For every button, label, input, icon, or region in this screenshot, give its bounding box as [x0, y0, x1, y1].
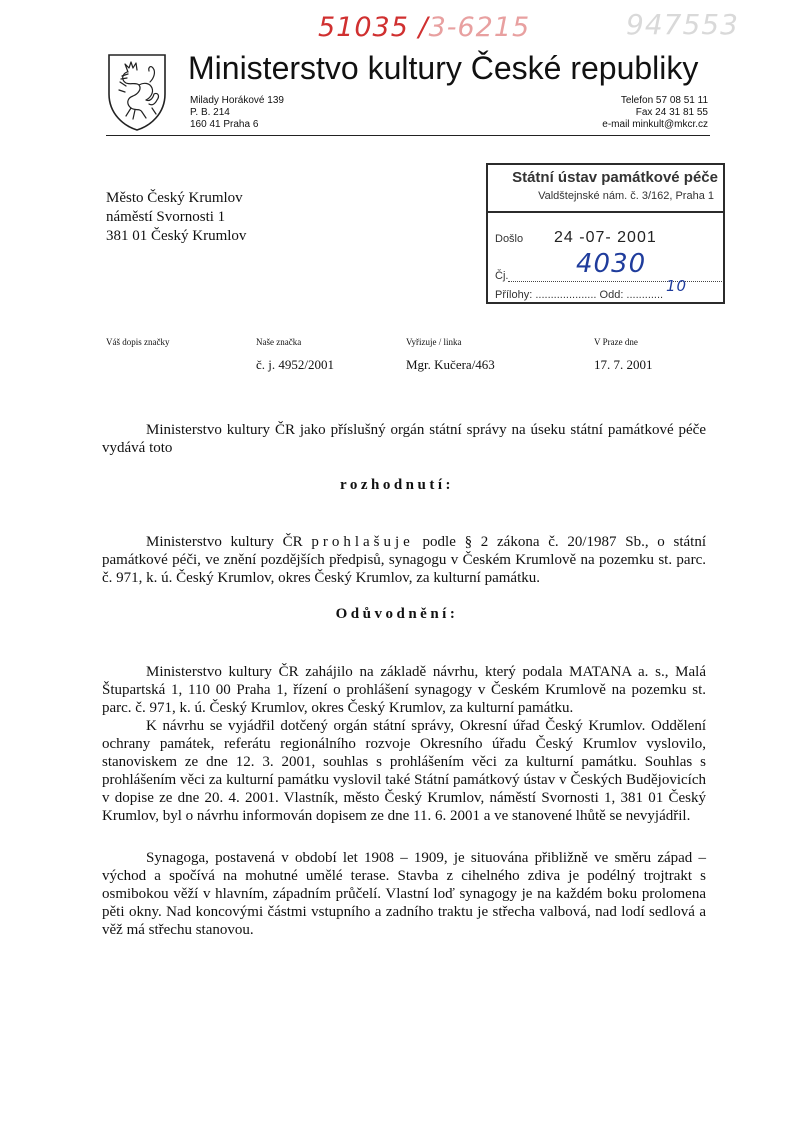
- stamp-department-handwritten: 10: [666, 277, 688, 295]
- decision-text: podle § 2 zákona č. 20/1987 Sb., o státní památkové péči, ve znění pozdějších předpisů, synagogu v Českém Krumlově na pozemku st. parc. č. 971, k. ú. Český Krumlov, okres Český Krumlov, za kulturní památku.: [102, 534, 706, 586]
- recipient-line: Město Český Krumlov: [106, 190, 243, 206]
- reasoning-paragraph: Ministerstvo kultury ČR zahájilo na základě návrhu, který podala MATANA a. s., Malá Štupartská 1, 110 00 Praha 1, řízení o prohlášení synagogy v Českém Krumlově na pozemku st. parc. č. 971, k. ú. Český Krumlov, okres Český Krumlov, za kulturní památku.: [102, 664, 706, 716]
- address-line: P. B. 214: [190, 107, 230, 118]
- intro-paragraph: Ministerstvo kultury ČR jako příslušný orgán státní správy na úseku státní památkové péče vydává toto: [102, 422, 706, 456]
- stamp-received-date: 24 -07- 2001: [554, 229, 657, 246]
- header-divider: [106, 135, 710, 136]
- your-letter-label: Váš dopis značky: [106, 337, 170, 347]
- recipient-line: náměstí Svornosti 1: [106, 209, 226, 225]
- ministry-title: Ministerstvo kultury České republiky: [188, 50, 699, 86]
- address-line: 160 41 Praha 6: [190, 119, 259, 130]
- stamp-attachments-line: Přílohy: .................... Odd: ............: [495, 289, 664, 301]
- recipient-line: 381 01 Český Krumlov: [106, 228, 247, 244]
- stamp-divider: [488, 211, 725, 213]
- received-stamp: [486, 163, 725, 304]
- handwritten-ref-part1: 51035 /: [318, 12, 429, 43]
- handwritten-faint-number: 947553: [626, 8, 739, 41]
- contact-email: e-mail minkult@mkcr.cz: [602, 119, 708, 130]
- handwritten-ref-part2: 3-6215: [428, 12, 531, 43]
- address-line: Milady Horákové 139: [190, 95, 284, 106]
- date-value: 17. 7. 2001: [594, 357, 653, 372]
- stamp-reference-label: Čj.: [495, 270, 509, 282]
- decision-heading: rozhodnutí:: [339, 477, 455, 493]
- decision-subject: Ministerstvo kultury ČR: [146, 534, 303, 550]
- stamp-received-label: Došlo: [495, 233, 524, 245]
- stamp-address: Valdštejnské nám. č. 3/162, Praha 1: [538, 190, 714, 202]
- decision-verb: prohlašuje: [311, 534, 414, 550]
- contact-fax: Fax 24 31 81 55: [635, 107, 708, 118]
- stamp-reference-dotted-line: [508, 281, 722, 282]
- decision-paragraph: [102, 533, 706, 587]
- place-date-label: V Praze dne: [594, 337, 638, 347]
- recipient-address: [106, 189, 246, 246]
- stamp-title: Státní ústav památkové péče: [512, 169, 718, 186]
- reasoning-paragraph: Synagoga, postavená v období let 1908 – 1909, je situována přibližně ve směru západ – východ a spočívá na mohutné umělé terase. Stavba z cihelného zdiva je podélný trojtrakt s osmibokou věží v hlavním, západním průčelí. Vlastní loď synagogy je na každém boku prolomena pěti okny. Nad koncovými částmi vstupního a zadního traktu je střecha valbová, nad lodí sedlová a věž má střechu stanovou.: [102, 850, 706, 938]
- contact-phone: Telefon 57 08 51 11: [620, 95, 708, 106]
- handler-value: Mgr. Kučera/463: [406, 357, 495, 372]
- our-ref-value: č. j. 4952/2001: [256, 357, 334, 372]
- ministry-contact: [540, 95, 708, 131]
- our-ref-label: Naše značka: [256, 337, 302, 347]
- ministry-address: [190, 95, 284, 131]
- reasoning-heading: Odůvodnění:: [335, 606, 459, 622]
- handler-label: Vyřizuje / linka: [406, 337, 462, 347]
- czech-lion-crest-icon: [106, 52, 168, 132]
- reasoning-paragraph: K návrhu se vyjádřil dotčený orgán státní správy, Okresní úřad Český Krumlov. Oddělení ochrany památek, referátu regionálního rozvoje Okresního úřadu Český Krumlov vyslovilo, stanoviskem ze dne 12. 3. 2001, souhlas s prohlášením věci za kulturní památku. Souhlas s prohlášením věci za kulturní památku vyslovil také Státní památkový ústav v Českých Budějovicích v dopise ze dne 20. 4. 2001. Vlastník, město Český Krumlov, náměstí Svornosti 1, 381 01 Český Krumlov, byl o návrhu informován dopisem ze dne 11. 6. 2001 a ve stanovené lhůtě se nevyjádřil.: [102, 718, 706, 824]
- stamp-reference-handwritten: 4030: [576, 249, 647, 279]
- handwritten-file-reference: [318, 12, 530, 43]
